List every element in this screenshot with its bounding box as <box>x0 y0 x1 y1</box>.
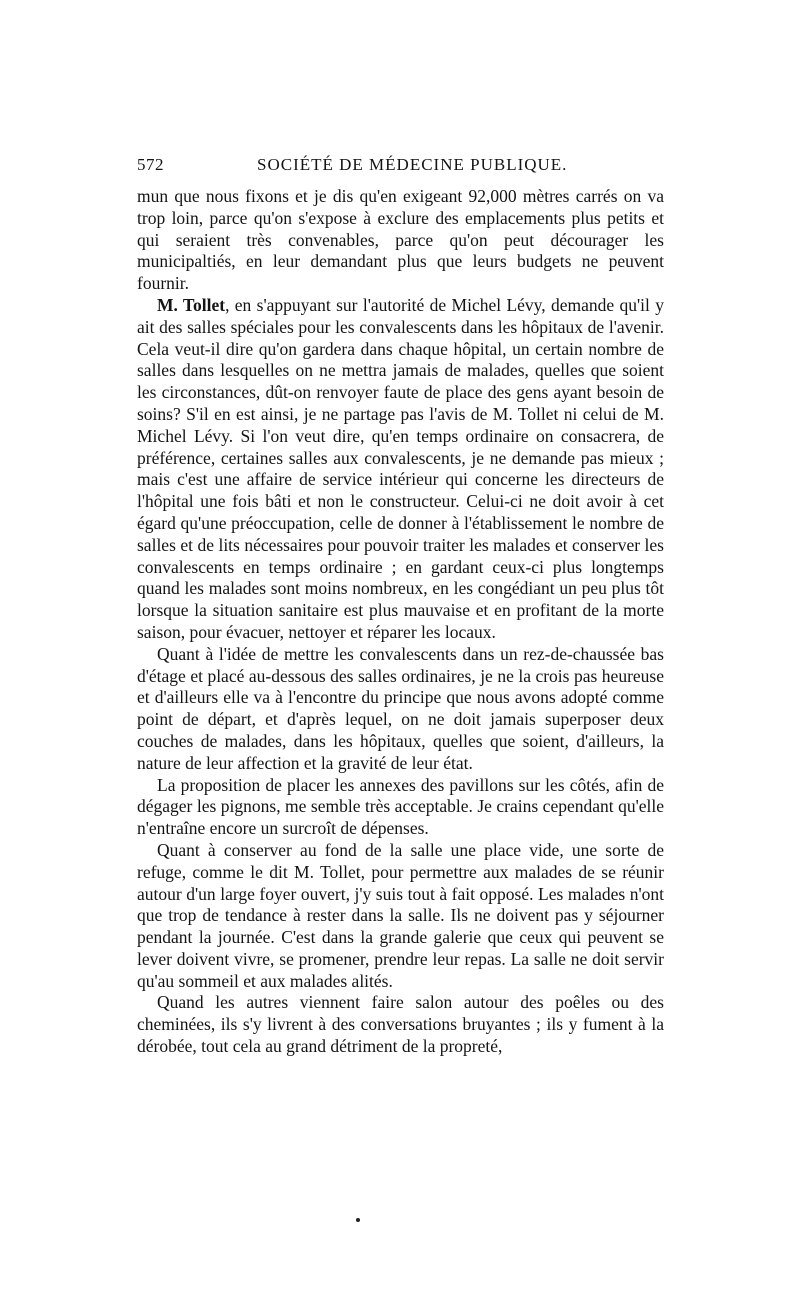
paragraph-text: La proposition de placer les annexes des pavillons sur les côtés, afin de dégager les pignons, me semble très acceptable. Je crains cependant qu'elle n'entraîne encore un surcroît de dépenses. <box>137 774 664 839</box>
paragraph <box>137 644 664 775</box>
speaker-name: M. Tollet <box>157 294 226 315</box>
page-number: 572 <box>137 155 164 174</box>
paragraph-text: Quant à l'idée de mettre les convalescents dans un rez-de-chaussée bas d'étage et placé au-dessous des salles ordinaires, je ne la crois pas heureuse et d'ailleurs elle va à l'encontre du principe que nous avons adopté comme point de départ, et d'après lequel, on ne doit jamais superposer deux couches de malades, dans les hôpitaux, quelles que soient, d'ailleurs, la nature de leur affection et la gravité de leur état. <box>137 643 664 773</box>
body-text <box>137 186 664 1058</box>
paragraph <box>137 840 664 993</box>
paragraph-text: Quand les autres viennent faire salon autour des poêles ou des cheminées, ils s'y livrent à des conversations bruyantes ; ils y fument à la dérobée, tout cela au grand détriment de la propreté, <box>137 992 664 1057</box>
running-title: SOCIÉTÉ DE MÉDECINE PUBLIQUE. <box>257 155 568 174</box>
ink-speck <box>356 1218 360 1222</box>
paragraph <box>137 992 664 1057</box>
paragraph <box>137 295 664 644</box>
paragraph-text: , en s'appuyant sur l'autorité de Michel Lévy, demande qu'il y ait des salles spéciales pour les convalescents dans les hôpitaux de l'avenir. Cela veut-il dire qu'on gardera dans chaque hôpital, un certain nombre de salles dans lesquelles on ne mettra jamais de malades, quelles que soient les circonstances, dût-on renvoyer faute de place des gens ayant besoin de soins? S'il en est ainsi, je ne partage pas l'avis de M. Tollet ni celui de M. Michel Lévy. Si l'on veut dire, qu'en temps ordinaire on consacrera, de préférence, certaines salles aux convalescents, je ne demande pas mieux ; mais c'est une affaire de service intérieur qui concerne les directeurs de l'hôpital une fois bâti et non le constructeur. Celui-ci ne doit avoir à cet égard qu'une préoccupation, celle de donner à l'établissement le nombre de salles et de lits nécessaires pour pouvoir traiter les malades et conserver les convalescents en temps ordinaire ; en gardant ceux-ci plus longtemps quand les malades sont moins nombreux, en les congédiant un peu plus tôt lorsque la situation sanitaire est plus mauvaise et en profitant de la morte saison, pour évacuer, nettoyer et réparer les locaux. <box>137 294 664 642</box>
paragraph <box>137 186 664 295</box>
paragraph-text: Quant à conserver au fond de la salle une place vide, une sorte de refuge, comme le dit M. Tollet, pour permettre aux malades de se réunir autour d'un large foyer ouvert, j'y suis tout à fait opposé. Les malades n'ont que trop de tendance à rester dans la salle. Ils ne doivent pas y séjourner pendant la journée. C'est dans la grande galerie que ceux qui peuvent se lever doivent vivre, se promener, prendre leur repas. La salle ne doit servir qu'au sommeil et aux malades alités. <box>137 839 664 991</box>
paragraph <box>137 775 664 840</box>
page-header <box>137 155 664 183</box>
paragraph-text: mun que nous fixons et je dis qu'en exigeant 92,000 mètres carrés on va trop loin, parce qu'on s'expose à exclure des emplacements plus petits et qui seraient très convenables, parce qu'on peut décourager les municipaltiés, en leur demandant plus que leurs budgets ne peuvent fournir. <box>137 186 664 294</box>
